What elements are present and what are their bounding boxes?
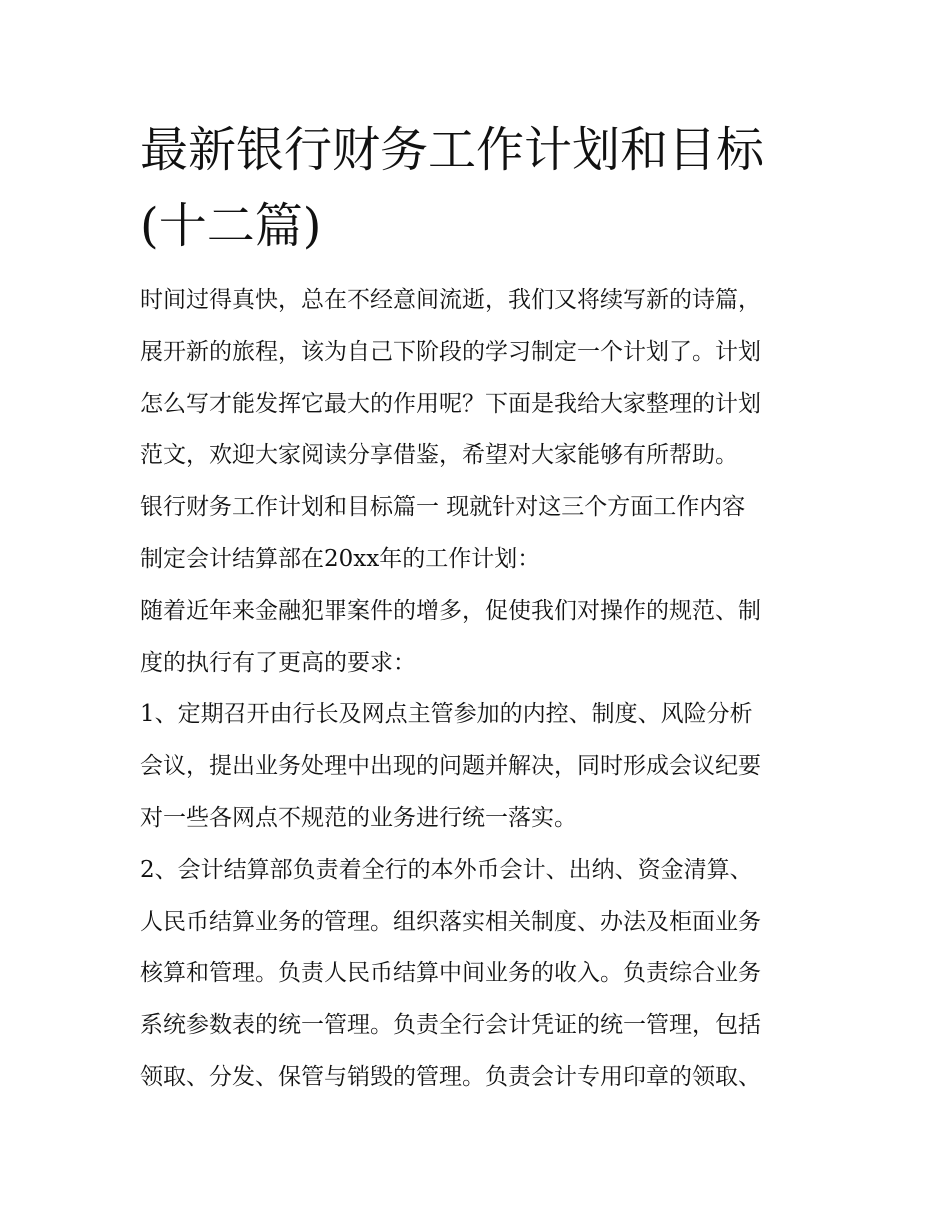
- body-line: 展开新的旅程，该为自己下阶段的学习制定一个计划了。计划: [140, 338, 761, 365]
- body-line: 1、定期召开由行长及网点主管参加的内控、制度、风险分析: [140, 701, 753, 728]
- title-line-2: (十二篇): [140, 198, 322, 254]
- body-line: 银行财务工作计划和目标篇一 现就针对这三个方面工作内容: [140, 494, 746, 521]
- body-line: 系统参数表的统一管理。负责全行会计凭证的统一管理，包括: [140, 1012, 761, 1039]
- document-title: [140, 112, 820, 264]
- body-line: 怎么写才能发挥它最大的作用呢？下面是我给大家整理的计划: [140, 390, 761, 417]
- body-line: 范文，欢迎大家阅读分享借鉴，希望对大家能够有所帮助。: [140, 442, 738, 469]
- body-line: 随着近年来金融犯罪案件的增多，促使我们对操作的规范、制: [140, 597, 761, 624]
- body-line: 领取、分发、保管与销毁的管理。负责会计专用印章的领取、: [140, 1063, 761, 1090]
- body-line: 对一些各网点不规范的业务进行统一落实。: [140, 804, 577, 831]
- body-line: 人民币结算业务的管理。组织落实相关制度、办法及柜面业务: [140, 908, 761, 935]
- body-line: 会议，提出业务处理中出现的问题并解决，同时形成会议纪要: [140, 753, 761, 780]
- body-line: 度的执行有了更高的要求：: [140, 649, 416, 676]
- body-line: 核算和管理。负责人民币结算中间业务的收入。负责综合业务: [140, 960, 761, 987]
- body-line: 时间过得真快，总在不经意间流逝，我们又将续写新的诗篇，: [140, 287, 761, 313]
- title-line-1: 最新银行财务工作计划和目标: [140, 122, 765, 178]
- body-line: 2、会计结算部负责着全行的本外币会计、出纳、资金清算、: [140, 856, 753, 883]
- body-line: 制定会计结算部在20xx年的工作计划：: [140, 545, 541, 572]
- document-body: [140, 275, 820, 1104]
